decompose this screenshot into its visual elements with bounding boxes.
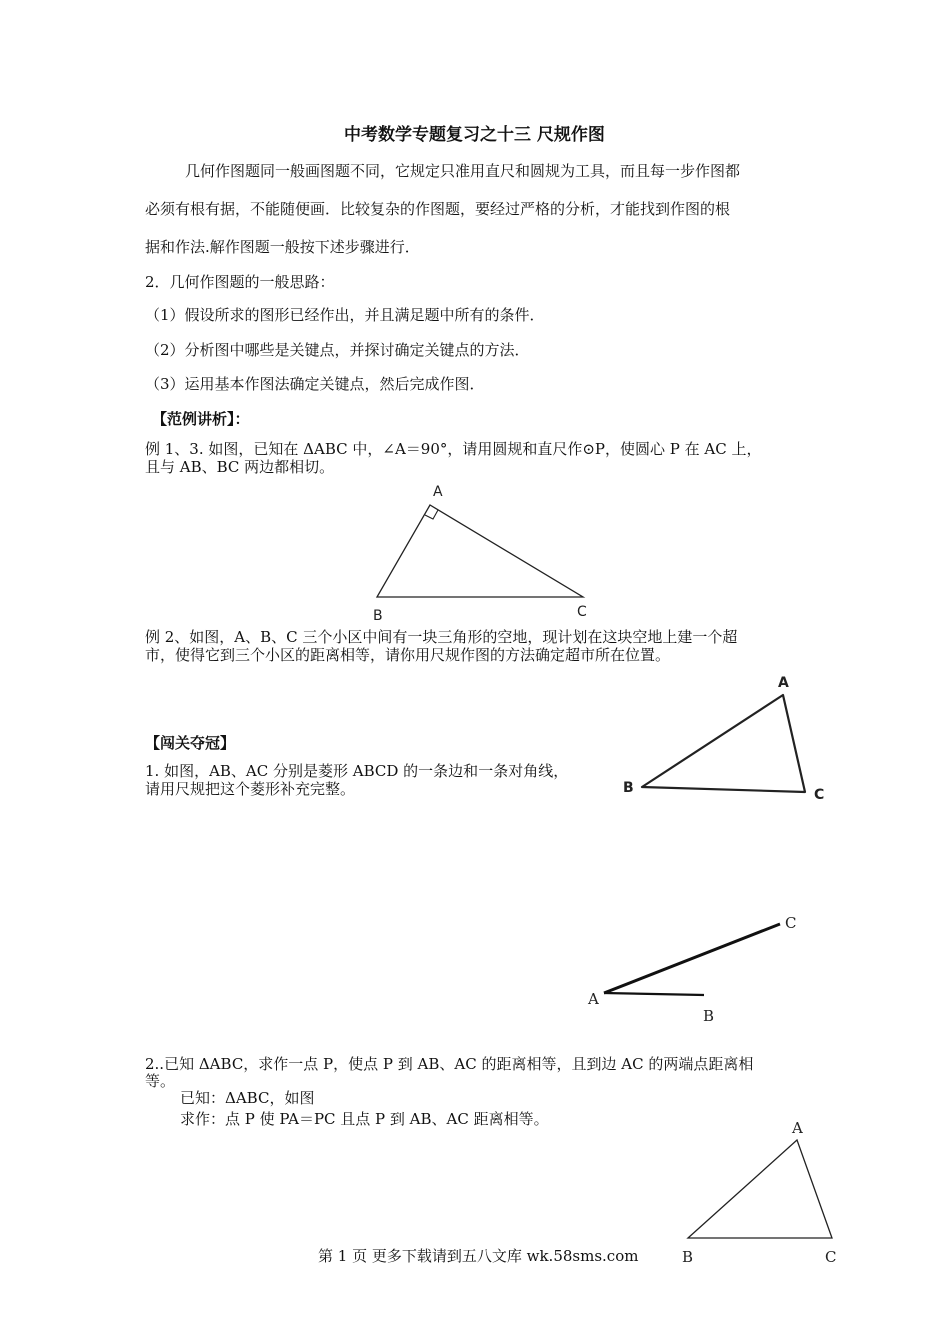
intro-line-3: 据和作法.解作图题一般按下述步骤进行． [145,238,420,256]
q2-line-2: 等。 [145,1072,176,1090]
intro-line-2: 必须有根有据，不能随便画．比较复杂的作图题，要经过严格的分析，才能找到作图的根 [145,200,731,218]
q1-label-c: C [785,914,797,932]
intro-line-1: 几何作图题同一般画图题不同，它规定只准用直尺和圆规为工具，而且每一步作图都 [185,162,741,180]
step-2: （2）分析图中哪些是关键点，并探讨确定关键点的方法． [145,341,530,359]
q1-line-2: 请用尺规把这个菱形补充完整。 [145,780,356,798]
example2-label-c: C [814,787,825,803]
example1-line-1: 例 1、3. 如图，已知在 ΔABC 中，∠A＝90°，请用圆规和直尺作⊙P，使圆心 P 在 AC 上， [145,440,762,458]
example2-triangle [642,695,805,792]
q2-line-1: 2..已知 ΔABC，求作一点 P，使点 P 到 AB、AC 的距离相等，且到边 AC 的两端点距离相 [145,1055,754,1073]
page-title: 中考数学专题复习之十三 尺规作图 [344,125,605,145]
step-3: （3）运用基本作图法确定关键点，然后完成作图． [145,375,485,393]
right-angle-mark [425,510,438,519]
q2-label-c: C [825,1248,837,1266]
example2-line-2: 市，使得它到三个小区的距离相等，请你用尺规作图的方法确定超市所在位置。 [145,646,671,664]
example2-label-a: A [778,675,789,691]
step-1: （1）假设所求的图形已经作出，并且满足题中所有的条件． [145,306,545,324]
example2-line-1: 例 2、如图，A、B、C 三个小区中间有一块三角形的空地，现计划在这块空地上建一个超 [145,628,738,646]
example1-label-a: A [433,484,443,500]
example1-label-b: B [373,608,383,624]
challenge-heading: 【闯关夺冠】 [145,734,236,752]
q1-line-1: 1. 如图，AB、AC 分别是菱形 ABCD 的一条边和一条对角线， [145,762,569,780]
q2-given: 已知：ΔABC，如图 [180,1089,315,1107]
q2-find: 求作：点 P 使 PA＝PC 且点 P 到 AB、AC 距离相等。 [180,1110,549,1128]
section-heading: 2．几何作图题的一般思路： [145,273,335,291]
example2-label-b: B [623,780,634,796]
q1-label-a: A [588,990,599,1008]
q1-label-b: B [703,1007,715,1025]
q2-label-b: B [682,1248,694,1266]
example1-triangle [377,505,583,597]
q2-label-a: A [792,1119,803,1137]
examples-heading: 【范例讲析】： [152,410,250,428]
q1-segment-ac [604,924,780,993]
q2-triangle [688,1140,832,1238]
q1-segment-ab [604,993,704,995]
example1-line-2: 且与 AB、BC 两边都相切。 [145,458,335,476]
example1-label-c: C [577,604,587,620]
page-footer: 第 1 页 更多下载请到五八文库 wk.58sms.com [318,1247,639,1265]
